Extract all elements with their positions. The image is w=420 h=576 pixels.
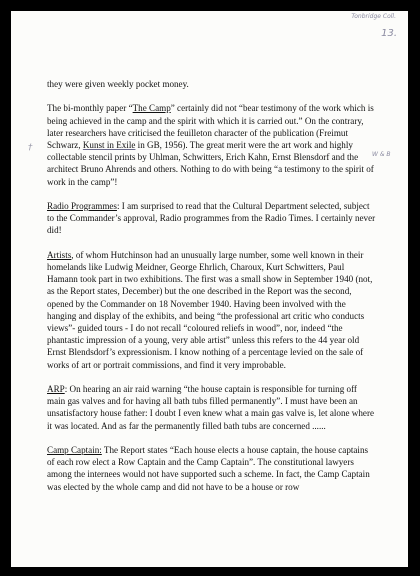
text: The bi-monthly paper “ [47,103,133,114]
paragraph-artists [47,249,377,371]
text: : I am surprised to read that the Cultural Department selected, subject to the Commander’s approval, Radio programmes from the Radio Times. I certainly never did! [47,201,376,236]
section-heading: Artists [47,249,72,260]
book-title: Kunst in Exile [82,140,136,150]
text: The Report states “Each house elects a house captain, the house captains of each row elect a Row Captain and the Camp Captain”. The constitutional lawyers among the internees would not have supported such a scheme. In fact, the Camp Captain was elected by the whole camp and did not have to be a house or row [47,445,370,492]
text: , of whom Hutchinson had an unusually large number, some well known in their homelands like Ludwig Meidner, George Ehrlich, Charoux, Kurt Schwitters, Paul Hamann took part in two exhibitions. The first was a small show in September 1940 (not, as the Report states, December) but the one described in the Report was the second, opened by the Commander on 18 November 1940. Having been involved with the hanging and display of the exhibits, and being “the professional art critic who conducts views”- guided tours - I do not recall “coloured reliefs in wood”, nor, indeed “the phantastic impression of a young, very able artist” unless this refers to the 44 year old Ernst Blendsdorf’s expressionism. I know nothing of a percentage levied on the sale of works of art or portrait commissions, and find it very improbable. [47,249,373,370]
paragraph-camp-captain [47,444,377,493]
handwritten-archive-note: Tonbridge Coll. [351,13,396,20]
text: they were given weekly pocket money. [47,79,189,89]
paper-title: The Camp [132,103,171,114]
handwritten-page-number: 13. [381,28,397,39]
paragraph-pocket-money [47,78,377,90]
margin-mark: † [28,143,33,153]
paragraph-arp [47,383,377,432]
paragraph-the-camp [47,102,377,187]
section-heading: ARP [47,384,65,395]
document-page [11,11,408,567]
text: in GB, 1956). The great merit were the art work and highly collectable stencil prints by Uhlman, Schwitters, Erich Kahn, Ernst Blensdorf and the architect Bruno Ahrends and others. Nothing to do with being “a testimony to the spirit of work in the camp”! [47,140,374,187]
text: : On hearing an air raid warning “the house captain is responsible for turning off main gas valves and for having all bath tubs filled permanently”. I must have been an unsatisfactory house father: I doubt I even knew what a main gas valve is, let alone where it was located. And as far the permanently filled bath tubs are concerned ...... [47,384,375,431]
section-heading: Radio Programmes [47,201,117,211]
paragraph-radio-programmes [47,200,377,237]
text: ” certainly did not “bear testimony of the work which is being achieved in the camp and the spirit with which it is carried out.” On the contrary, later researchers have criticised the feuilleton character of the publication (Freimut Schwarz, [47,103,374,150]
body-text [47,78,377,505]
handwritten-side-note: W & B [372,151,391,158]
section-heading: Camp Captain: [47,445,102,456]
